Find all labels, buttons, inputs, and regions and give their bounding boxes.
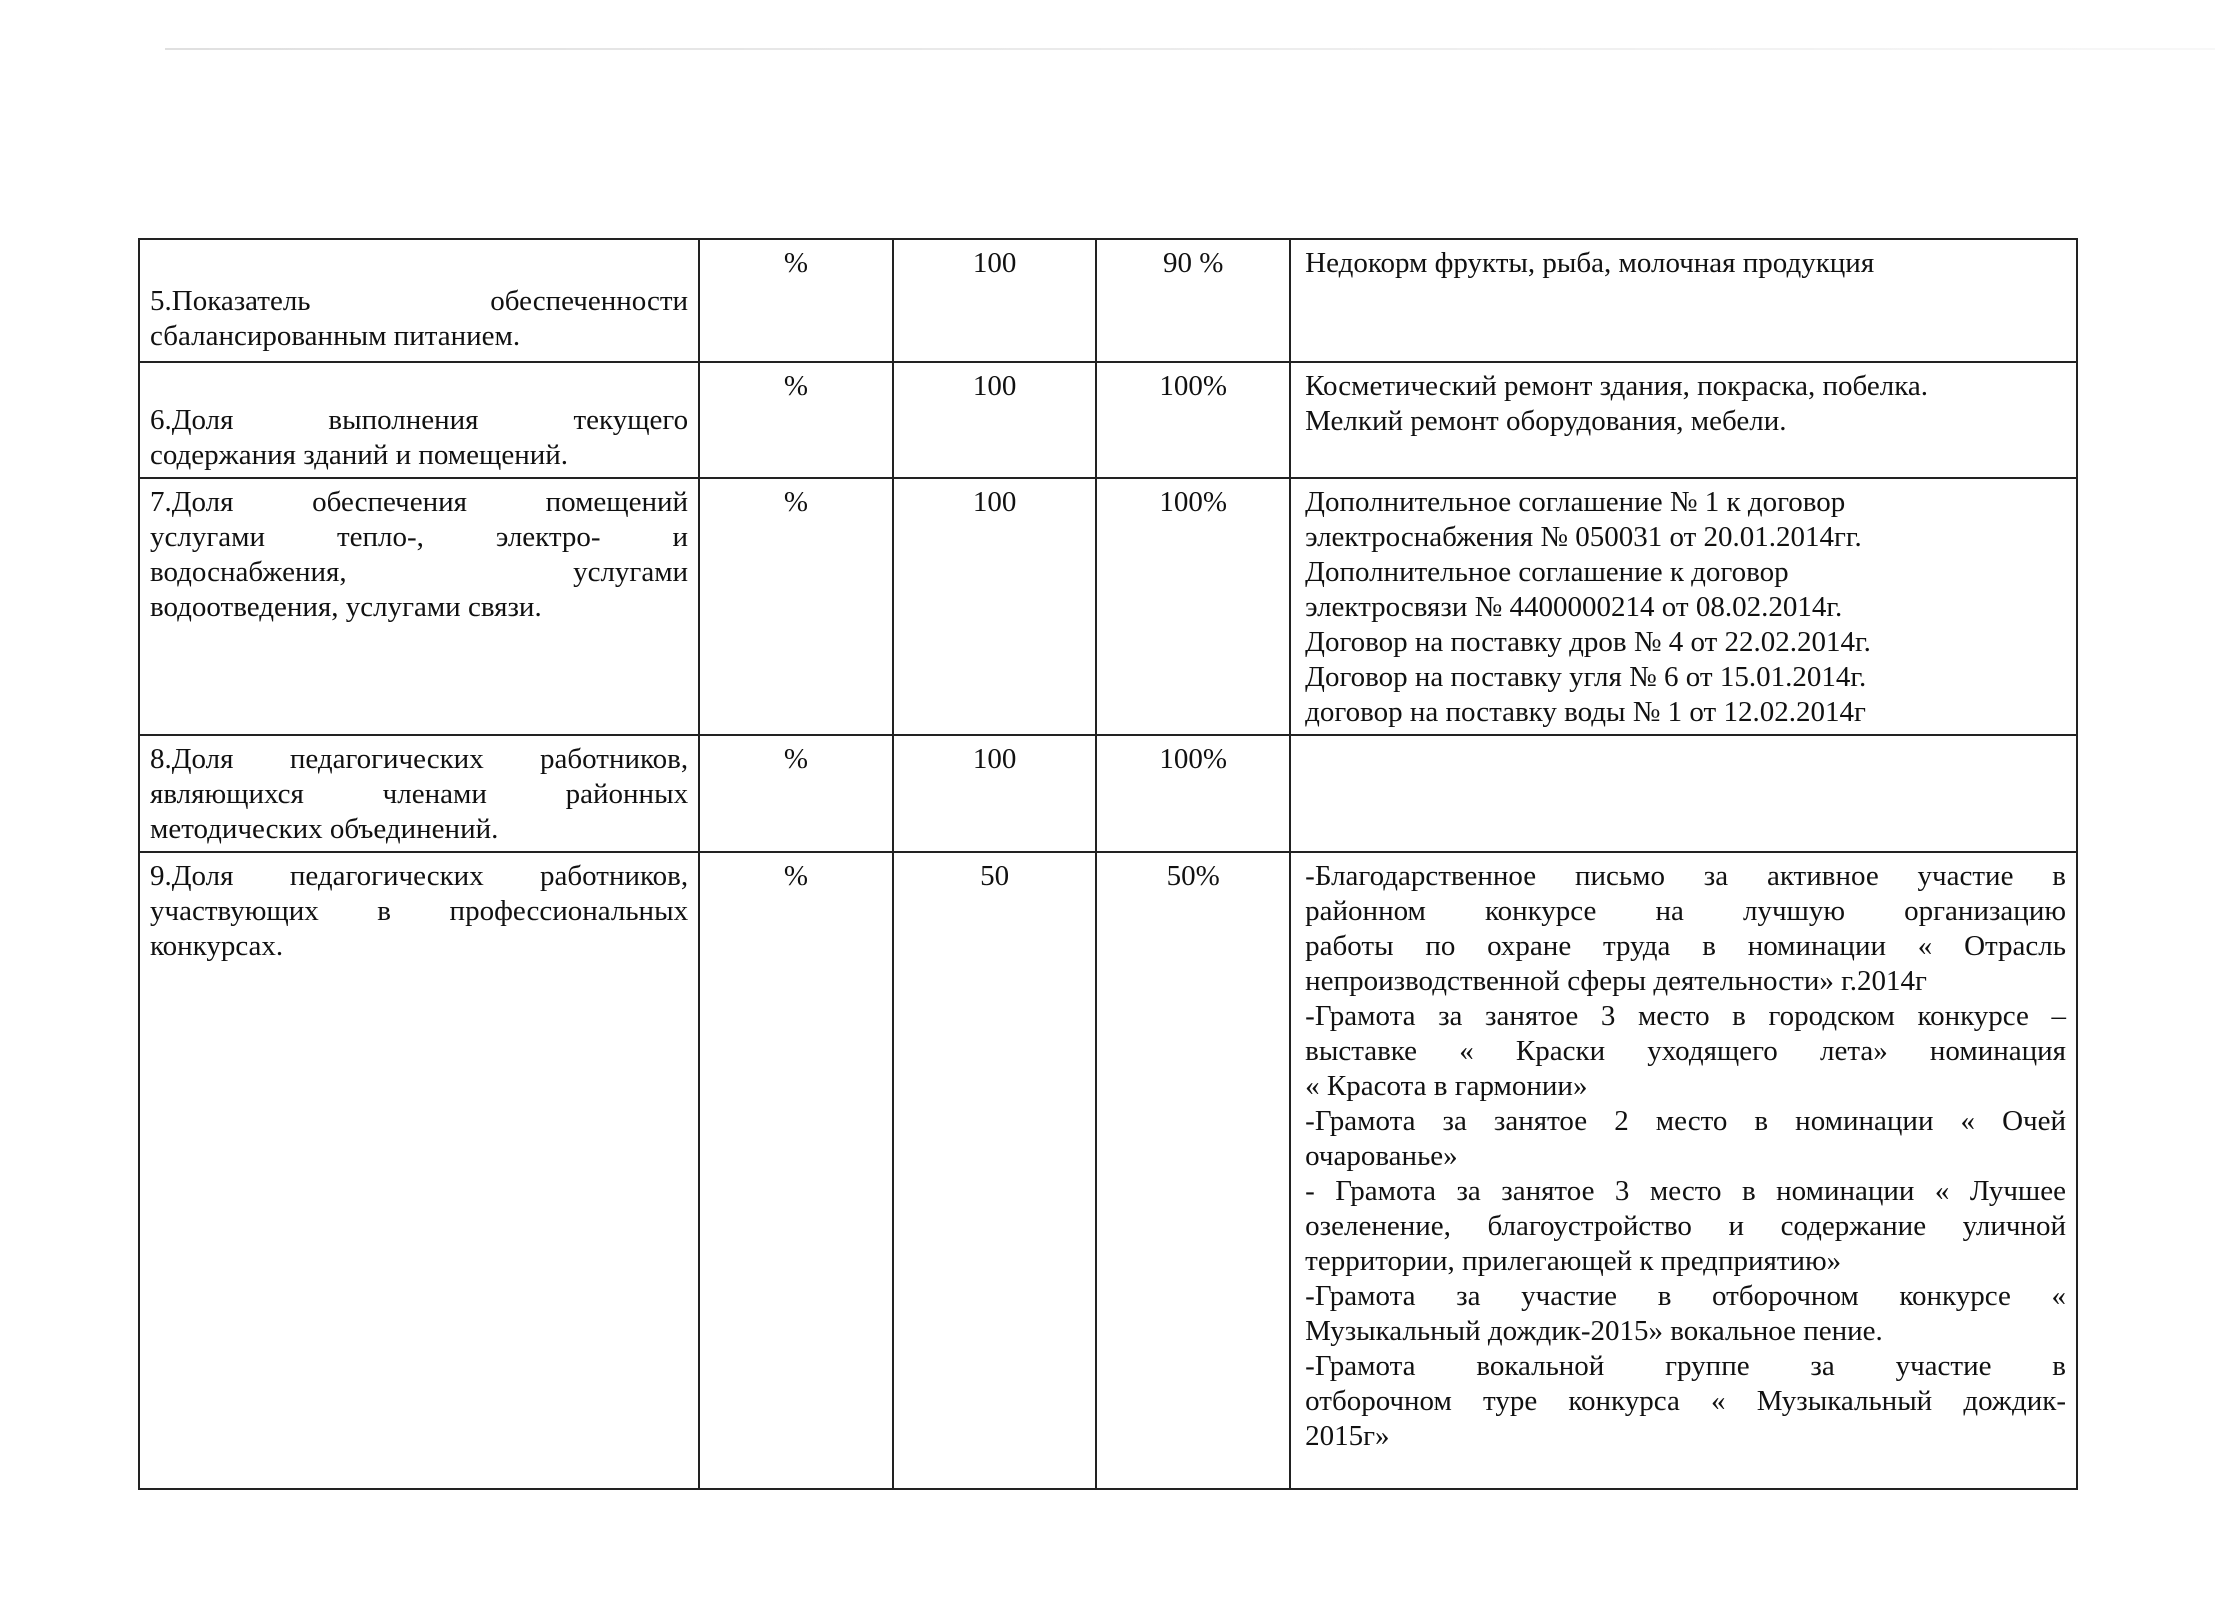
fact-value-cell: 100% [1096,362,1290,478]
indicator-line: услугами тепло-, электро- и [150,521,689,553]
note-line: выставке « Краски уходящего лета» номинация [1305,1035,2066,1067]
plan-value-cell: 100 [893,239,1096,362]
indicator-cell [139,478,699,735]
note-line: -Грамота за занятое 3 место в городском конкурсе – [1305,1000,2066,1032]
scan-edge [165,48,2215,50]
table-body [139,239,2077,1489]
indicator-cell [139,852,699,1489]
note-line: Музыкальный дождик-2015» вокальное пение. [1305,1315,1883,1347]
note-line: -Грамота вокальной группе за участие в [1305,1350,2066,1382]
indicator-line: 7.Доля обеспечения помещений [150,486,689,518]
note-line: Косметический ремонт здания, покраска, побелка. [1305,370,1928,402]
indicator-cell [139,239,699,362]
indicator-line: участвующих в профессиональных [150,895,689,927]
indicators-table-wrapper [138,238,2078,1458]
note-line: Договор на поставку дров № 4 от 22.02.2014г. [1305,626,1871,658]
note-line: « Красота в гармонии» [1305,1070,1588,1102]
fact-value-cell: 90 % [1096,239,1290,362]
table-row [139,239,2077,362]
note-line: Дополнительное соглашение № 1 к договор [1305,486,1846,518]
fact-value-cell: 50% [1096,852,1290,1489]
note-line: районном конкурсе на лучшую организацию [1305,895,2066,927]
indicator-line: конкурсах. [150,930,284,962]
indicator-line: водоснабжения, услугами [150,556,689,588]
table-row [139,478,2077,735]
note-line: 2015г» [1305,1420,1390,1452]
indicator-line: сбалансированным питанием. [150,320,521,352]
indicators-table [138,238,2078,1490]
indicator-line: водоотведения, услугами связи. [150,591,542,623]
note-line: Недокорм фрукты, рыба, молочная продукция [1305,247,1875,279]
indicator-line: содержания зданий и помещений. [150,439,569,471]
note-line: отборочном туре конкурса « Музыкальный дождик- [1305,1385,2066,1417]
indicator-line: методических объединений. [150,813,499,845]
indicator-line: 6.Доля выполнения текущего [150,404,689,436]
note-line: -Грамота за участие в отборочном конкурсе « [1305,1280,2066,1312]
plan-value-cell: 50 [893,852,1096,1489]
note-cell [1290,239,2077,362]
plan-value-cell: 100 [893,735,1096,852]
indicator-line: 8.Доля педагогических работников, [150,743,689,775]
note-cell [1290,735,2077,852]
note-line: озеленение, благоустройство и содержание уличной [1305,1210,2066,1242]
plan-value-cell: 100 [893,362,1096,478]
note-cell [1290,852,2077,1489]
note-line: -Грамота за занятое 2 место в номинации « Очей [1305,1105,2066,1137]
unit-cell: % [699,239,893,362]
note-line: электроснабжения № 050031 от 20.01.2014гг. [1305,521,1862,553]
note-line: непроизводственной сферы деятельности» г.2014г [1305,965,1927,997]
note-line: очарованье» [1305,1140,1458,1172]
note-line: электросвязи № 4400000214 от 08.02.2014г. [1305,591,1843,623]
note-line: территории, прилегающей к предприятию» [1305,1245,1842,1277]
indicator-line: 9.Доля педагогических работников, [150,860,689,892]
fact-value-cell: 100% [1096,478,1290,735]
fact-value-cell: 100% [1096,735,1290,852]
note-cell [1290,362,2077,478]
note-line: договор на поставку воды № 1 от 12.02.2014г [1305,696,1866,728]
note-line: - Грамота за занятое 3 место в номинации « Лучшее [1305,1175,2066,1207]
table-row [139,362,2077,478]
indicator-cell [139,735,699,852]
unit-cell: % [699,852,893,1489]
table-row [139,735,2077,852]
note-line: Дополнительное соглашение к договор [1305,556,1789,588]
unit-cell: % [699,735,893,852]
note-cell [1290,478,2077,735]
note-line: Договор на поставку угля № 6 от 15.01.2014г. [1305,661,1867,693]
note-line: Мелкий ремонт оборудования, мебели. [1305,405,1787,437]
table-row [139,852,2077,1489]
note-line: -Благодарственное письмо за активное участие в [1305,860,2066,892]
indicator-line: 5.Показатель обеспеченности [150,285,689,317]
plan-value-cell: 100 [893,478,1096,735]
indicator-cell [139,362,699,478]
unit-cell: % [699,478,893,735]
indicator-line: являющихся членами районных [150,778,689,810]
unit-cell: % [699,362,893,478]
note-line: работы по охране труда в номинации « Отрасль [1305,930,2066,962]
